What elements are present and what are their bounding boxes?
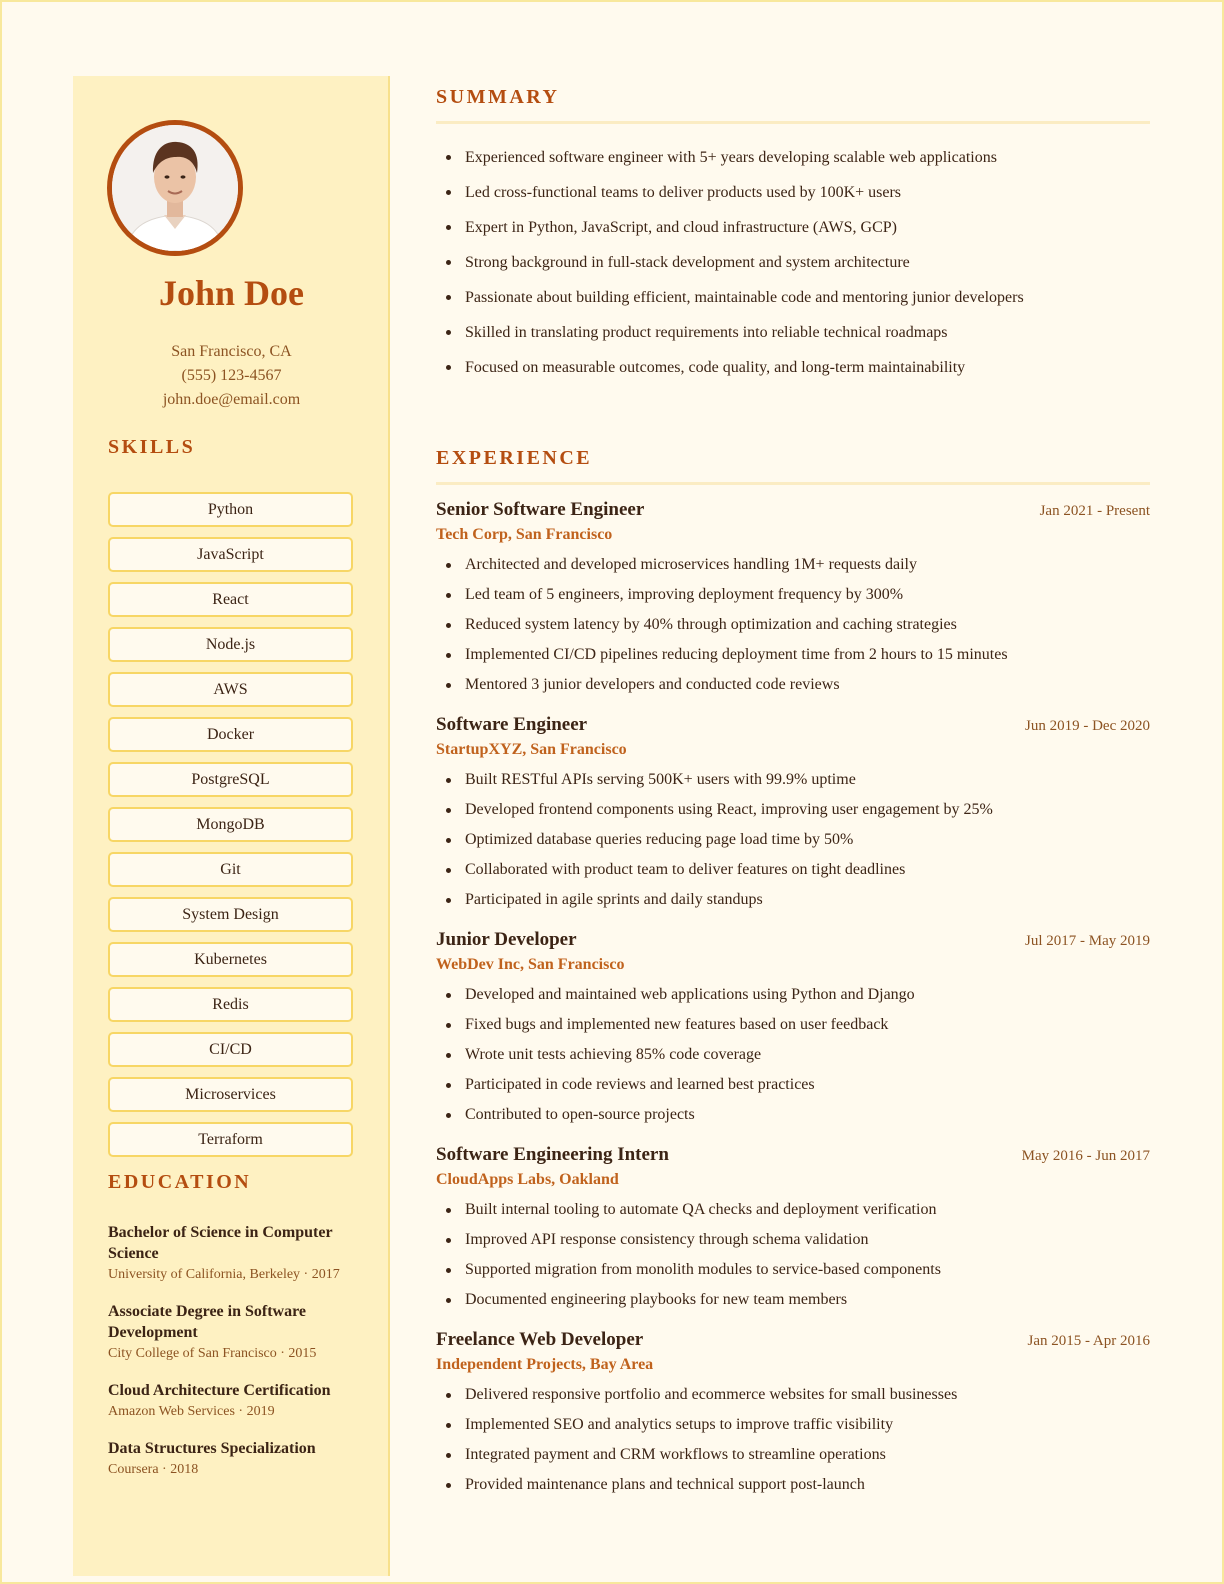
job-bullet: Led team of 5 engineers, improving deployment frequency by 300% (436, 580, 1150, 610)
skill-tag: Kubernetes (108, 942, 353, 977)
education-item (108, 1380, 348, 1422)
education-list (108, 1222, 348, 1496)
skill-tag: PostgreSQL (108, 762, 353, 797)
job-title: Freelance Web Developer (436, 1329, 644, 1350)
job-dates: Jul 2017 - May 2019 (1025, 933, 1150, 949)
skill-tag: MongoDB (108, 807, 353, 842)
contact-block (73, 340, 390, 412)
education-item (108, 1222, 348, 1285)
job-company: Tech Corp, San Francisco (436, 526, 613, 543)
job-company: WebDev Inc, San Francisco (436, 956, 625, 973)
job-bullet: Wrote unit tests achieving 85% code coverage (436, 1040, 1150, 1070)
job-bullet: Delivered responsive portfolio and ecommerce websites for small businesses (436, 1380, 1150, 1410)
email-link[interactable]: john.doe@email.com (162, 391, 301, 408)
job-bullet: Implemented SEO and analytics setups to improve traffic visibility (436, 1410, 1150, 1440)
job-bullet: Provided maintenance plans and technical support post-launch (436, 1470, 1150, 1500)
summary-item: Strong background in full-stack development and system architecture (436, 245, 1150, 280)
skill-tag: AWS (108, 672, 353, 707)
job-bullet: Built internal tooling to automate QA checks and deployment verification (436, 1195, 1150, 1225)
job-company: CloudApps Labs, Oakland (436, 1171, 619, 1188)
skills-list (108, 492, 353, 1167)
degree-institution: University of California, Berkeley · 2017 (108, 1267, 340, 1282)
job-company: StartupXYZ, San Francisco (436, 741, 627, 758)
location-text: San Francisco, CA (171, 343, 292, 360)
degree-title: Associate Degree in Software Development (108, 1303, 307, 1341)
profile-photo (112, 125, 238, 251)
sidebar (73, 76, 390, 1576)
job-bullet: Built RESTful APIs serving 500K+ users with 99.9% uptime (436, 765, 1150, 795)
skill-tag: Docker (108, 717, 353, 752)
job-bullet: Implemented CI/CD pipelines reducing deployment time from 2 hours to 15 minutes (436, 640, 1150, 670)
job-bullets (436, 550, 1150, 700)
job-dates: May 2016 - Jun 2017 (1021, 1148, 1150, 1164)
job-dates: Jan 2015 - Apr 2016 (1027, 1333, 1150, 1349)
degree-title: Bachelor of Science in Computer Science (108, 1224, 333, 1262)
job-bullet: Contributed to open-source projects (436, 1100, 1150, 1130)
experience-heading: EXPERIENCE (436, 447, 1150, 485)
summary-list (436, 140, 1150, 385)
skill-tag: Node.js (108, 627, 353, 662)
phone-text[interactable]: (555) 123-4567 (181, 367, 282, 384)
job-bullet: Improved API response consistency through schema validation (436, 1225, 1150, 1255)
job-entry (436, 1329, 1150, 1500)
job-title: Senior Software Engineer (436, 499, 645, 520)
skill-tag: System Design (108, 897, 353, 932)
skill-tag: Terraform (108, 1122, 353, 1157)
summary-item: Experienced software engineer with 5+ years developing scalable web applications (436, 140, 1150, 175)
skill-tag: Microservices (108, 1077, 353, 1112)
job-bullet: Developed frontend components using React, improving user engagement by 25% (436, 795, 1150, 825)
degree-institution: Coursera · 2018 (108, 1462, 199, 1477)
job-bullet: Participated in agile sprints and daily standups (436, 885, 1150, 915)
main-content (436, 76, 1150, 1500)
skill-tag: React (108, 582, 353, 617)
summary-item: Expert in Python, JavaScript, and cloud infrastructure (AWS, GCP) (436, 210, 1150, 245)
job-entry (436, 714, 1150, 915)
job-bullet: Reduced system latency by 40% through optimization and caching strategies (436, 610, 1150, 640)
degree-title: Cloud Architecture Certification (108, 1382, 331, 1399)
job-dates: Jun 2019 - Dec 2020 (1025, 718, 1150, 734)
job-title: Software Engineering Intern (436, 1144, 669, 1165)
job-dates: Jan 2021 - Present (1039, 503, 1150, 519)
job-entry (436, 1144, 1150, 1315)
education-item (108, 1438, 348, 1480)
job-bullet: Architected and developed microservices handling 1M+ requests daily (436, 550, 1150, 580)
job-bullet: Integrated payment and CRM workflows to streamline operations (436, 1440, 1150, 1470)
degree-institution: City College of San Francisco · 2015 (108, 1346, 317, 1361)
job-bullet: Fixed bugs and implemented new features based on user feedback (436, 1010, 1150, 1040)
job-bullet: Mentored 3 junior developers and conducted code reviews (436, 670, 1150, 700)
job-bullet: Supported migration from monolith modules to service-based components (436, 1255, 1150, 1285)
job-entry (436, 499, 1150, 700)
skill-tag: Python (108, 492, 353, 527)
candidate-name: John Doe (158, 273, 305, 313)
skills-heading: SKILLS (108, 436, 196, 458)
job-bullet: Documented engineering playbooks for new team members (436, 1285, 1150, 1315)
summary-item: Focused on measurable outcomes, code quality, and long-term maintainability (436, 350, 1150, 385)
summary-heading: SUMMARY (436, 86, 1150, 124)
summary-item: Skilled in translating product requirements into reliable technical roadmaps (436, 315, 1150, 350)
job-title: Software Engineer (436, 714, 588, 735)
degree-institution: Amazon Web Services · 2019 (108, 1404, 275, 1419)
job-bullet: Optimized database queries reducing page load time by 50% (436, 825, 1150, 855)
job-company: Independent Projects, Bay Area (436, 1356, 654, 1373)
job-bullet: Developed and maintained web applications using Python and Django (436, 980, 1150, 1010)
job-bullets (436, 1195, 1150, 1315)
job-entry (436, 929, 1150, 1130)
skill-tag: Git (108, 852, 353, 887)
summary-item: Led cross-functional teams to deliver products used by 100K+ users (436, 175, 1150, 210)
skill-tag: Redis (108, 987, 353, 1022)
education-item (108, 1301, 348, 1364)
job-bullets (436, 980, 1150, 1130)
job-bullets (436, 765, 1150, 915)
avatar (107, 120, 243, 256)
job-bullets (436, 1380, 1150, 1500)
job-bullet: Participated in code reviews and learned best practices (436, 1070, 1150, 1100)
education-heading: EDUCATION (108, 1171, 252, 1193)
skill-tag: JavaScript (108, 537, 353, 572)
skill-tag: CI/CD (108, 1032, 353, 1067)
degree-title: Data Structures Specialization (108, 1440, 316, 1457)
summary-item: Passionate about building efficient, maintainable code and mentoring junior developers (436, 280, 1150, 315)
job-bullet: Collaborated with product team to deliver features on tight deadlines (436, 855, 1150, 885)
job-title: Junior Developer (436, 929, 577, 950)
